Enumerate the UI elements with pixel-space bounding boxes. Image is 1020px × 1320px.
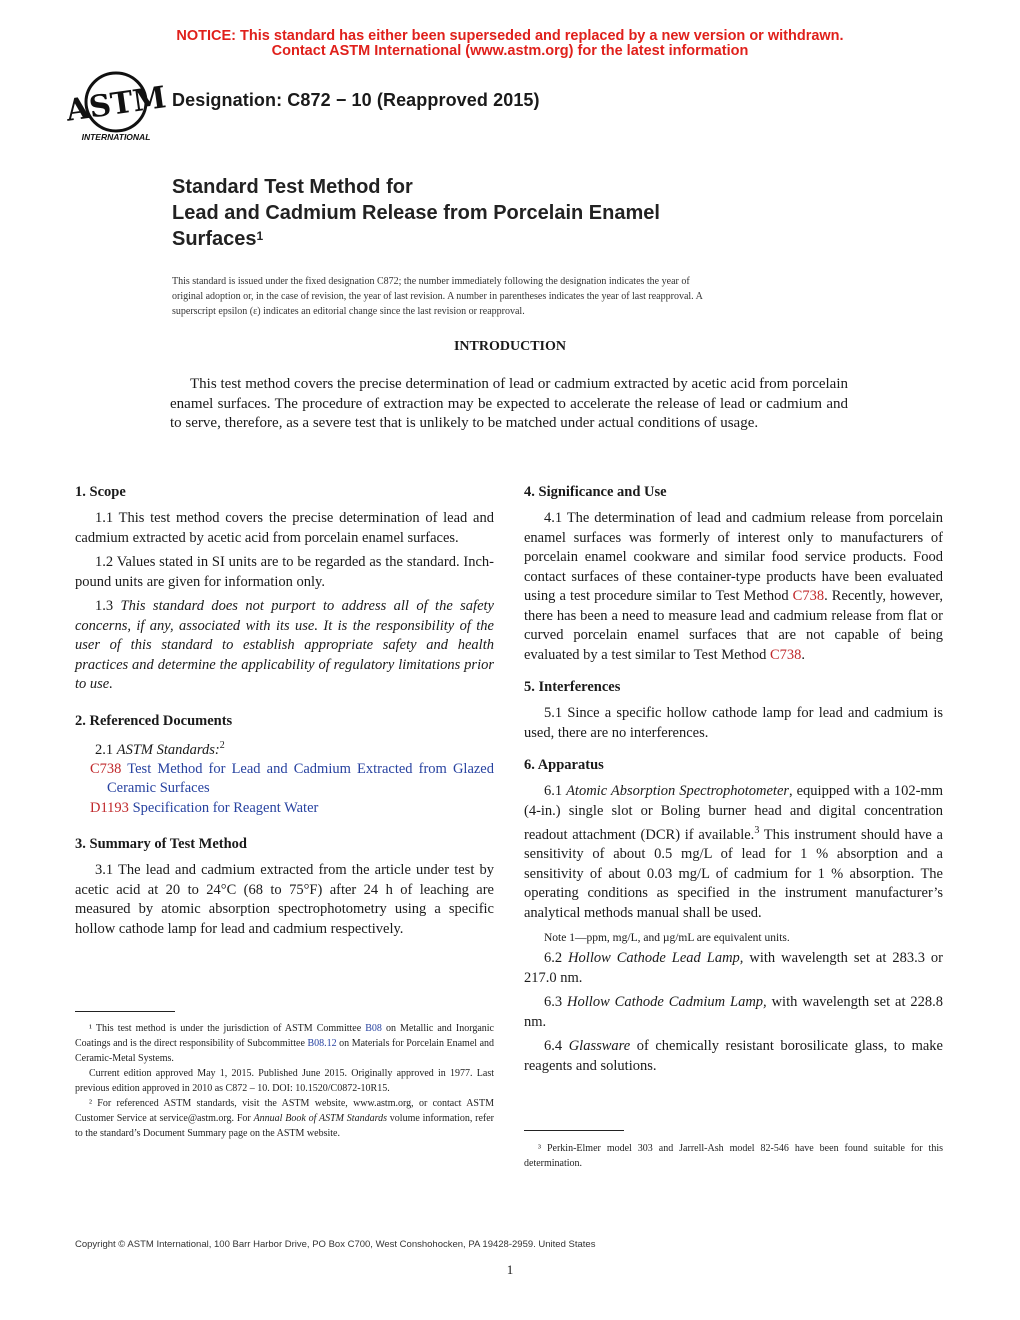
astm-logo [63,70,169,144]
apparatus-6-1-italic: Atomic Absorption Spectrophotometer [566,783,790,799]
left-footnotes [75,1021,494,1141]
apparatus-6-2-italic: Hollow Cathode Lead Lamp, [568,950,744,967]
apparatus-heading: 6. Apparatus [524,757,604,773]
summary-3-1: 3.1 The lead and cadmium extracted from the article under test by acetic acid at 20 to 24°C (68 to 75°F) after 24 h of leaching are measured by atomic absorption spectrophotometry using a specific hollow cathode lamp for lead and cadmium respectively. [75,862,494,937]
interferences-heading: 5. Interferences [524,679,621,695]
page-number: 1 [506,1262,514,1277]
summary-heading: 3. Summary of Test Method [75,836,247,853]
footnote-1-text-b: on Metallic and Inorganic Coatings and is the direct responsibility of Subcommittee [75,1023,494,1049]
issued-note-line3: superscript epsilon (ε) indicates an editorial change since the last revision or reapproval. [172,306,525,317]
significance-4-1 [524,509,943,665]
footnote-1-text-c: on Materials for Porcelain Enamel and Ceramic-Metal Systems. [75,1038,495,1064]
apparatus-6-4-text: of chemically resistant borosilicate glass, to make reagents and solutions. [524,1038,943,1074]
footnote-1 [75,1021,494,1066]
apparatus-6-2-number: 6.2 [544,950,569,967]
committee-b08-link[interactable]: B08 [365,1023,382,1034]
significance-text-c: . [801,646,806,663]
referenced-documents-heading: 2. Referenced Documents [75,712,233,729]
significance-c738-link-1[interactable]: C738 [792,588,825,604]
apparatus-footnote-ref: 3 [754,825,760,836]
issued-note-line2: original adoption or, in the case of revision, the year of last revision. A number in parentheses indicates the year of last reapproval. A [172,291,703,302]
issued-note-line1: This standard is issued under the fixed designation C872; the number immediately following the designation indicates the year of [172,276,690,287]
logo-caption: INTERNATIONAL [81,132,151,142]
apparatus-6-3-italic: Hollow Cathode Cadmium Lamp, [567,994,767,1011]
apparatus-6-1-number: 6.1 [544,783,567,799]
title-line3 [172,226,263,252]
footnote-2-italic: Annual Book of ASTM Standards [253,1113,387,1124]
significance-text-b: . Recently, however, there has been a need to measure lead and cadmium release from flat or curved porcelain enamel surfaces that are not capable of being evaluated by a test similar to Test Method [524,588,943,663]
title-line3-text: Surfaces [172,228,257,250]
introduction-text: This test method covers the precise determination of lead or cadmium extracted by acetic acid from porcelain enamel surfaces. The procedure of extraction may be expected to accelerate the release of lead or cadmium and to serve, therefore, as a severe test that is unlikely to be matched under actual conditions of usage. [170,376,848,431]
scope-1-3-number: 1.3 [95,598,121,614]
apparatus-6-2 [524,949,943,988]
significance-heading: 4. Significance and Use [524,484,667,500]
footnote-divider-left [75,1011,175,1012]
footnote-divider-right [524,1130,624,1131]
refdocs-2-1-number: 2.1 [95,741,117,758]
footnote-2 [75,1096,494,1141]
note-1: Note 1—ppm, mg/L, and µg/mL are equivalent units. [544,932,790,945]
significance-text-a: 4.1 The determination of lead and cadmium release from porcelain enamel surfaces was formerly of interest only to manufacturers of porcelain enamel cookware and similar food service products. Food contact surfaces of these container-type products have been evaluated using a test procedure similar to Test Method [524,510,943,604]
scope-heading: 1. Scope [75,484,126,500]
apparatus-6-1 [524,782,943,923]
footnote-2-text-a: ² For referenced ASTM standards, visit the ASTM website, www.astm.org, or contact ASTM Customer Service at service@astm.org. For [75,1098,494,1124]
footnote-1-edition: Current edition approved May 1, 2015. Published June 2015. Originally approved in 1977. Last previous edition approved in 2010 as C872 – 10. DOI: 10.1520/C0872-10R15. [75,1068,494,1094]
ref-d1193[interactable] [75,799,494,819]
copyright: Copyright © ASTM International, 100 Barr Harbor Drive, PO Box C700, West Conshohocken, PA 19428-2959. United States [75,1239,596,1250]
scope-1-2: 1.2 Values stated in SI units are to be regarded as the standard. Inch-pound units are given for information only. [75,554,494,590]
ref-c738-code[interactable]: C738 [90,760,122,777]
scope-1-3-text: This standard does not purport to address all of the safety concerns, if any, associated with its use. It is the responsibility of the user of this standard to establish appropriate safety and health practices and determine the applicability of regulatory limitations prior to use. [75,598,494,692]
astm-logo-icon [63,70,169,144]
apparatus-6-4 [524,1037,943,1076]
footnote-3-text: ³ Perkin-Elmer model 303 and Jarrell-Ash model 82-546 have been found suitable for this determination. [524,1143,943,1169]
introduction-heading: INTRODUCTION [453,339,566,354]
title-line1: Standard Test Method for [172,176,413,198]
interferences-5-1: 5.1 Since a specific hollow cathode lamp for lead and cadmium is used, there are no interferences. [524,705,943,741]
refdocs-2-1-text: ASTM Standards: [116,741,220,758]
left-column [75,484,494,939]
footnote-3 [524,1141,943,1171]
supersede-notice-line2: Contact ASTM International (www.astm.org) for the latest information [271,43,749,59]
refdocs-2-1 [75,736,494,760]
apparatus-6-1-text-b: This instrument should have a sensitivity of about 0.5 mg/L of lead for 1 % absorption and a sensitivity of about 0.03 mg/L of cadmium for 1 % absorption. The operating conditions as specified in the instrument manufacturer’s analytical methods manual shall be used. [524,826,943,921]
designation: Designation: C872 − 10 (Reapproved 2015) [172,90,540,110]
title-footnote-ref: 1 [256,229,264,243]
title-line2: Lead and Cadmium Release from Porcelain Enamel [172,202,660,224]
issued-note [172,274,848,319]
apparatus-6-4-italic: Glassware [568,1038,631,1055]
apparatus-6-3-text: with wavelength set at 228.8 nm. [524,994,944,1030]
right-column [524,484,943,1076]
apparatus-6-4-number: 6.4 [544,1038,569,1055]
ref-d1193-title[interactable]: Specification for Reagent Water [132,799,319,816]
refdocs-footnote-ref: 2 [219,739,225,751]
supersede-notice-line1: NOTICE: This standard has either been superseded and replaced by a new version or withdrawn. [176,28,844,44]
footnote-1-text-a: ¹ This test method is under the jurisdiction of ASTM Committee [89,1023,366,1034]
scope-1-1: 1.1 This test method covers the precise determination of lead and cadmium extracted by acetic acid from porcelain enamel surfaces. [75,510,494,546]
scope-1-3 [75,597,494,695]
footnote-2-text-b: volume information, refer to the standard’s Document Summary page on the ASTM website. [75,1113,494,1139]
apparatus-6-3 [524,993,943,1032]
ref-d1193-code[interactable]: D1193 [90,799,129,816]
ref-c738[interactable] [75,760,494,799]
significance-c738-link-2[interactable]: C738 [769,646,802,663]
apparatus-6-1-text-a: , equipped with a 102-mm (4-in.) single slot or Boling burner head and digital concentration readout attachment (DCR) if available. [524,783,943,843]
logo-letters: ASTM [63,80,169,129]
apparatus-6-2-text: with wavelength set at 283.3 or 217.0 nm. [524,950,944,986]
subcommittee-b08-12-link[interactable]: B08.12 [307,1038,337,1049]
apparatus-6-3-number: 6.3 [544,994,568,1011]
ref-c738-title[interactable]: Test Method for Lead and Cadmium Extracted from Glazed Ceramic Surfaces [107,760,494,797]
